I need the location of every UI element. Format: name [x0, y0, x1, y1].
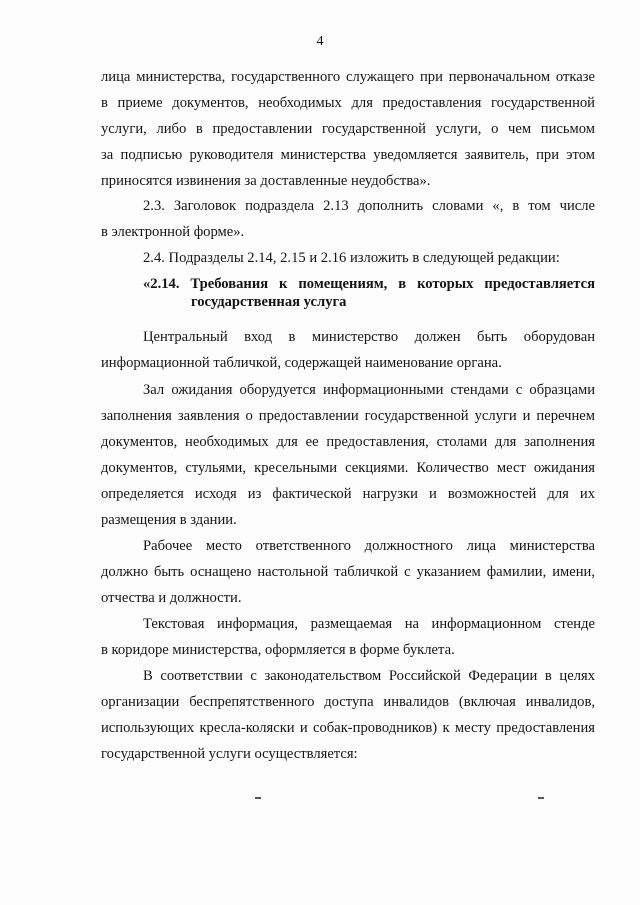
text-line: организации беспрепятственного доступа инвалидов (включая инвалидов,	[101, 694, 595, 710]
text-line: Центральный вход в министерство должен быть оборудован	[143, 329, 595, 345]
text-line: услуги, либо в предоставлении государственной услуги, о чем письмом	[101, 121, 595, 137]
text-line: за подписью руководителя министерства уведомляется заявитель, при этом	[101, 147, 595, 163]
text-line: 2.3. Заголовок подраздела 2.13 дополнить словами «, в том числе	[143, 198, 595, 214]
text-line: В соответствии с законодательством Российской Федерации в целях	[143, 668, 595, 684]
text-line: отчества и должности.	[101, 590, 242, 606]
text-line: определяется исходя из фактической нагрузки и возможностей для их	[101, 486, 595, 502]
text-line: приносятся извинения за доставленные неудобства».	[101, 173, 431, 189]
text-line: Текстовая информация, размещаемая на информационном стенде	[143, 616, 595, 632]
text-line: 2.4. Подразделы 2.14, 2.15 и 2.16 изложить в следующей редакции:	[143, 250, 560, 266]
text-line: информационной табличкой, содержащей наименование органа.	[101, 355, 502, 371]
scan-mark	[255, 797, 261, 799]
text-line: размещения в здании.	[101, 512, 237, 528]
text-line: использующих кресла-коляски и собак-проводников) к месту предоставления	[101, 720, 595, 736]
text-line: должно быть оснащено настольной табличкой с указанием фамилии, имени,	[101, 564, 595, 580]
text-line: лица министерства, государственного служащего при первоначальном отказе	[101, 69, 595, 85]
scan-mark	[538, 797, 544, 799]
heading-line: «2.14. Требования к помещениям, в которых предоставляется	[143, 276, 595, 292]
text-line: документов, необходимых для ее предоставления, столами для заполнения	[101, 434, 595, 450]
text-line: в коридоре министерства, оформляется в форме буклета.	[101, 642, 455, 658]
page-number: 4	[316, 34, 324, 49]
text-line: документов, стульями, кресельными секциями. Количество мест ожидания	[101, 460, 595, 476]
text-line: Рабочее место ответственного должностного лица министерства	[143, 538, 595, 554]
text-line: Зал ожидания оборудуется информационными стендами с образцами	[143, 382, 595, 398]
text-line: в приеме документов, необходимых для предоставления государственной	[101, 95, 595, 111]
heading-line: государственная услуга	[191, 294, 347, 310]
text-line: государственной услуги осуществляется:	[101, 746, 358, 762]
text-line: в электронной форме».	[101, 224, 245, 240]
text-line: заполнения заявления о предоставлении государственной услуги и перечнем	[101, 408, 595, 424]
